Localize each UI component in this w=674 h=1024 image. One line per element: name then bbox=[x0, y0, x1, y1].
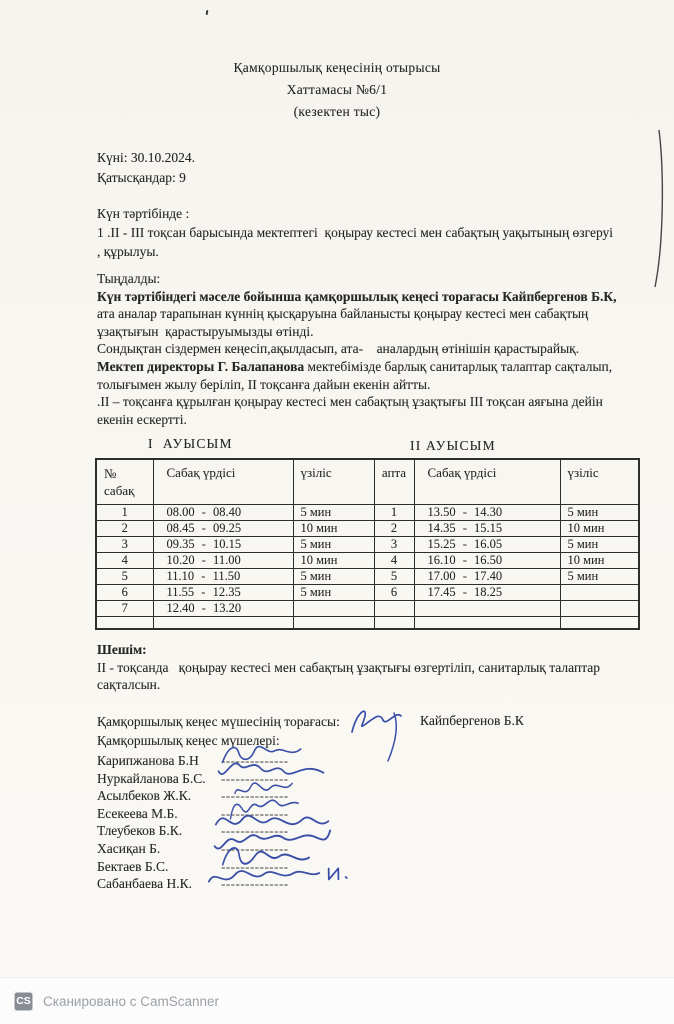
heard-line-2: ата аналар тарапынан күннің қысқаруына байланысты қоңырау кестесі мен сабақтың bbox=[97, 306, 589, 322]
camscanner-footer bbox=[0, 978, 674, 1024]
member-row bbox=[97, 858, 637, 876]
table-cell bbox=[293, 600, 374, 616]
table-cell: 5 bbox=[374, 568, 414, 584]
title-line-3: (кезектен тыс) bbox=[293, 104, 381, 119]
table-cell: 11.10 - 11.50 bbox=[153, 568, 293, 584]
table-cell: 1 bbox=[96, 504, 153, 520]
table-row bbox=[96, 552, 639, 568]
agenda-section bbox=[97, 205, 613, 261]
table-cell: 10 мин bbox=[293, 552, 374, 568]
heard-section bbox=[97, 270, 617, 428]
heard-line-5-rest: мектебімізде барлық санитарлық талаптар сақталып, bbox=[304, 358, 613, 374]
title-line-1: Қамқоршылық кеңесінің отырысы bbox=[233, 60, 441, 75]
table-cell: 11.55 - 12.35 bbox=[153, 584, 293, 600]
table-row bbox=[96, 616, 639, 629]
table-cell bbox=[414, 600, 560, 616]
table-cell: 17.45 - 18.25 bbox=[414, 584, 560, 600]
signature-dashes: -------------- bbox=[221, 753, 289, 768]
signature-dashes: -------------- bbox=[221, 770, 289, 786]
table-cell: 10.20 - 11.00 bbox=[153, 552, 293, 568]
table-cell: 10 мин bbox=[293, 520, 374, 536]
table-cell bbox=[293, 616, 374, 629]
member-row bbox=[97, 822, 637, 840]
table-cell bbox=[560, 616, 639, 629]
decision-line-2: сақталсын. bbox=[97, 677, 161, 693]
table-cell: 5 мин bbox=[293, 504, 374, 520]
table-cell: 12.40 - 13.20 bbox=[153, 600, 293, 616]
decision-line-1: ІІ - тоқсанда қоңырау кестесі мен сабақтың ұзақтығы өзгертіліп, санитарлық талаптар bbox=[97, 659, 601, 675]
table-cell bbox=[560, 600, 639, 616]
table-cell: 5 мин bbox=[560, 568, 639, 584]
scan-edge-artifact bbox=[652, 128, 666, 290]
member-row bbox=[97, 752, 637, 770]
table-cell: 5 bbox=[96, 568, 153, 584]
member-name: Карипжанова Б.Н bbox=[97, 753, 199, 768]
table-cell bbox=[374, 600, 414, 616]
table-cell: 15.25 - 16.05 bbox=[414, 536, 560, 552]
member-name: Хасиқан Б. bbox=[97, 840, 161, 856]
heard-line-1: Күн тәртібіндегі мәселе бойынша қамқоршылық кеңесі торағасы Кайпбергенов Б.К, bbox=[97, 288, 617, 304]
shift1-heading: І АУЫСЫМ bbox=[148, 436, 233, 451]
heard-line-3: ұзақтығын қарастыруымызды өтінді. bbox=[97, 323, 314, 339]
table-row bbox=[96, 536, 639, 552]
member-name: Асылбеков Ж.К. bbox=[97, 788, 192, 804]
heard-line-6: толығымен жылу беріліп, ІІ тоқсанға дайын екенін айтты. bbox=[97, 376, 431, 392]
table-header-cell-lesson2: Сабақ үрдісі bbox=[414, 459, 560, 504]
member-name: Есекеева М.Б. bbox=[97, 805, 178, 821]
table-cell: 5 мин bbox=[560, 504, 639, 520]
heard-line-8: екенін ескертті. bbox=[97, 411, 187, 427]
signature-dashes: -------------- bbox=[221, 823, 289, 839]
attendees-line: Қатысқандар: 9 bbox=[97, 170, 186, 185]
table-header-cell-week: апта bbox=[374, 459, 414, 504]
table-cell: 5 мин bbox=[293, 568, 374, 584]
member-row bbox=[97, 787, 637, 805]
table-cell: 5 мин bbox=[293, 536, 374, 552]
scan-speck bbox=[206, 10, 209, 15]
table-cell bbox=[560, 584, 639, 600]
table-cell: 5 мин bbox=[560, 536, 639, 552]
table-cell: 10 мин bbox=[560, 520, 639, 536]
shift2-heading: ІІ АУЫСЫМ bbox=[410, 438, 496, 453]
table-cell: 3 bbox=[374, 536, 414, 552]
table-cell: 16.10 - 16.50 bbox=[414, 552, 560, 568]
table-cell: 3 bbox=[96, 536, 153, 552]
decision-heading: Шешім: bbox=[97, 642, 147, 657]
table-cell: 4 bbox=[96, 552, 153, 568]
table-cell: 08.45 - 09.25 bbox=[153, 520, 293, 536]
members-label: Қамқоршылық кеңес мүшелері: bbox=[97, 733, 280, 748]
signature-dashes: -------------- bbox=[221, 876, 289, 892]
table-cell: 13.50 - 14.30 bbox=[414, 504, 560, 520]
table-cell bbox=[96, 616, 153, 629]
table-cell: 6 bbox=[96, 584, 153, 600]
table-cell: 4 bbox=[374, 552, 414, 568]
member-name: Нуркайланова Б.С. bbox=[97, 770, 206, 786]
table-row bbox=[96, 520, 639, 536]
table-cell bbox=[374, 616, 414, 629]
table-cell: 2 bbox=[96, 520, 153, 536]
table-cell: 17.00 - 17.40 bbox=[414, 568, 560, 584]
signature-dashes: -------------- bbox=[221, 805, 289, 821]
camscanner-watermark-text: Сканировано с CamScanner bbox=[43, 993, 220, 1009]
table-row bbox=[96, 568, 639, 584]
member-signature bbox=[221, 875, 289, 893]
director-name: Мектеп директоры Г. Балапанова bbox=[97, 358, 305, 374]
heard-line-4: Сондықтан сіздермен кеңесіп,ақылдасып, ата- аналардың өтінішін қарастырайық. bbox=[97, 341, 580, 357]
table-cell: 5 мин bbox=[293, 584, 374, 600]
member-name: Тлеубеков Б.К. bbox=[97, 823, 183, 839]
table-cell: 2 bbox=[374, 520, 414, 536]
member-row bbox=[97, 770, 637, 788]
heard-line-5 bbox=[97, 358, 617, 376]
table-cell: 09.35 - 10.15 bbox=[153, 536, 293, 552]
schedule-table bbox=[95, 458, 640, 630]
agenda-item: 1 .ІІ - ІІІ тоқсан барысында мектептегі қоңырау кестесі мен сабақтың уақытының өзгеруі bbox=[97, 224, 614, 240]
heard-heading: Тыңдалды: bbox=[97, 271, 161, 286]
table-header-cell-break1: үзіліс bbox=[293, 459, 374, 504]
signature-dashes: -------------- bbox=[221, 788, 289, 804]
table-cell bbox=[153, 616, 293, 629]
chair-line bbox=[97, 712, 637, 731]
signing-section bbox=[97, 712, 637, 893]
table-cell: 7 bbox=[96, 600, 153, 616]
member-name: Бектаев Б.С. bbox=[97, 858, 169, 874]
table-cell: 10 мин bbox=[560, 552, 639, 568]
table-cell: 1 bbox=[374, 504, 414, 520]
meta-block bbox=[97, 148, 195, 188]
table-cell: 08.00 - 08.40 bbox=[153, 504, 293, 520]
member-name: Сабанбаева Н.К. bbox=[97, 876, 193, 892]
camscanner-logo-icon: CS bbox=[13, 991, 34, 1012]
table-cell: 14.35 - 15.15 bbox=[414, 520, 560, 536]
table-row bbox=[96, 600, 639, 616]
signature-scribble bbox=[204, 859, 361, 895]
table-header-cell-lesson1: Сабақ үрдісі bbox=[153, 459, 293, 504]
member-row bbox=[97, 805, 637, 823]
chair-name: Кайпбергенов Б.К bbox=[420, 713, 524, 728]
signature-dashes: -------------- bbox=[221, 840, 289, 856]
member-row bbox=[97, 875, 637, 893]
signature-dashes: -------------- bbox=[221, 858, 289, 874]
table-cell bbox=[414, 616, 560, 629]
table-header-cell-break2: үзіліс bbox=[560, 459, 639, 504]
heard-line-7: .ІІ – тоқсанға құрылған қоңырау кестесі мен сабақтың ұзақтығы ІІІ тоқсан аяғына дейін bbox=[97, 394, 603, 410]
table-row bbox=[96, 504, 639, 520]
decision-section bbox=[97, 641, 600, 694]
table-row bbox=[96, 584, 639, 600]
date-line: Күні: 30.10.2024. bbox=[97, 150, 195, 165]
member-row bbox=[97, 840, 637, 858]
chair-label: Қамқоршылық кеңес мүшесінің торағасы: bbox=[97, 714, 340, 729]
agenda-heading: Күн тәртібінде : bbox=[97, 206, 190, 221]
members-list bbox=[97, 752, 637, 893]
document-title bbox=[0, 57, 674, 123]
agenda-item-continued: , құрылуы. bbox=[97, 243, 159, 259]
title-line-2: Хаттамасы №6/1 bbox=[286, 82, 388, 97]
table-cell: 6 bbox=[374, 584, 414, 600]
table-header-row bbox=[96, 459, 639, 504]
table-header-cell-number: № сабақ bbox=[96, 459, 153, 504]
